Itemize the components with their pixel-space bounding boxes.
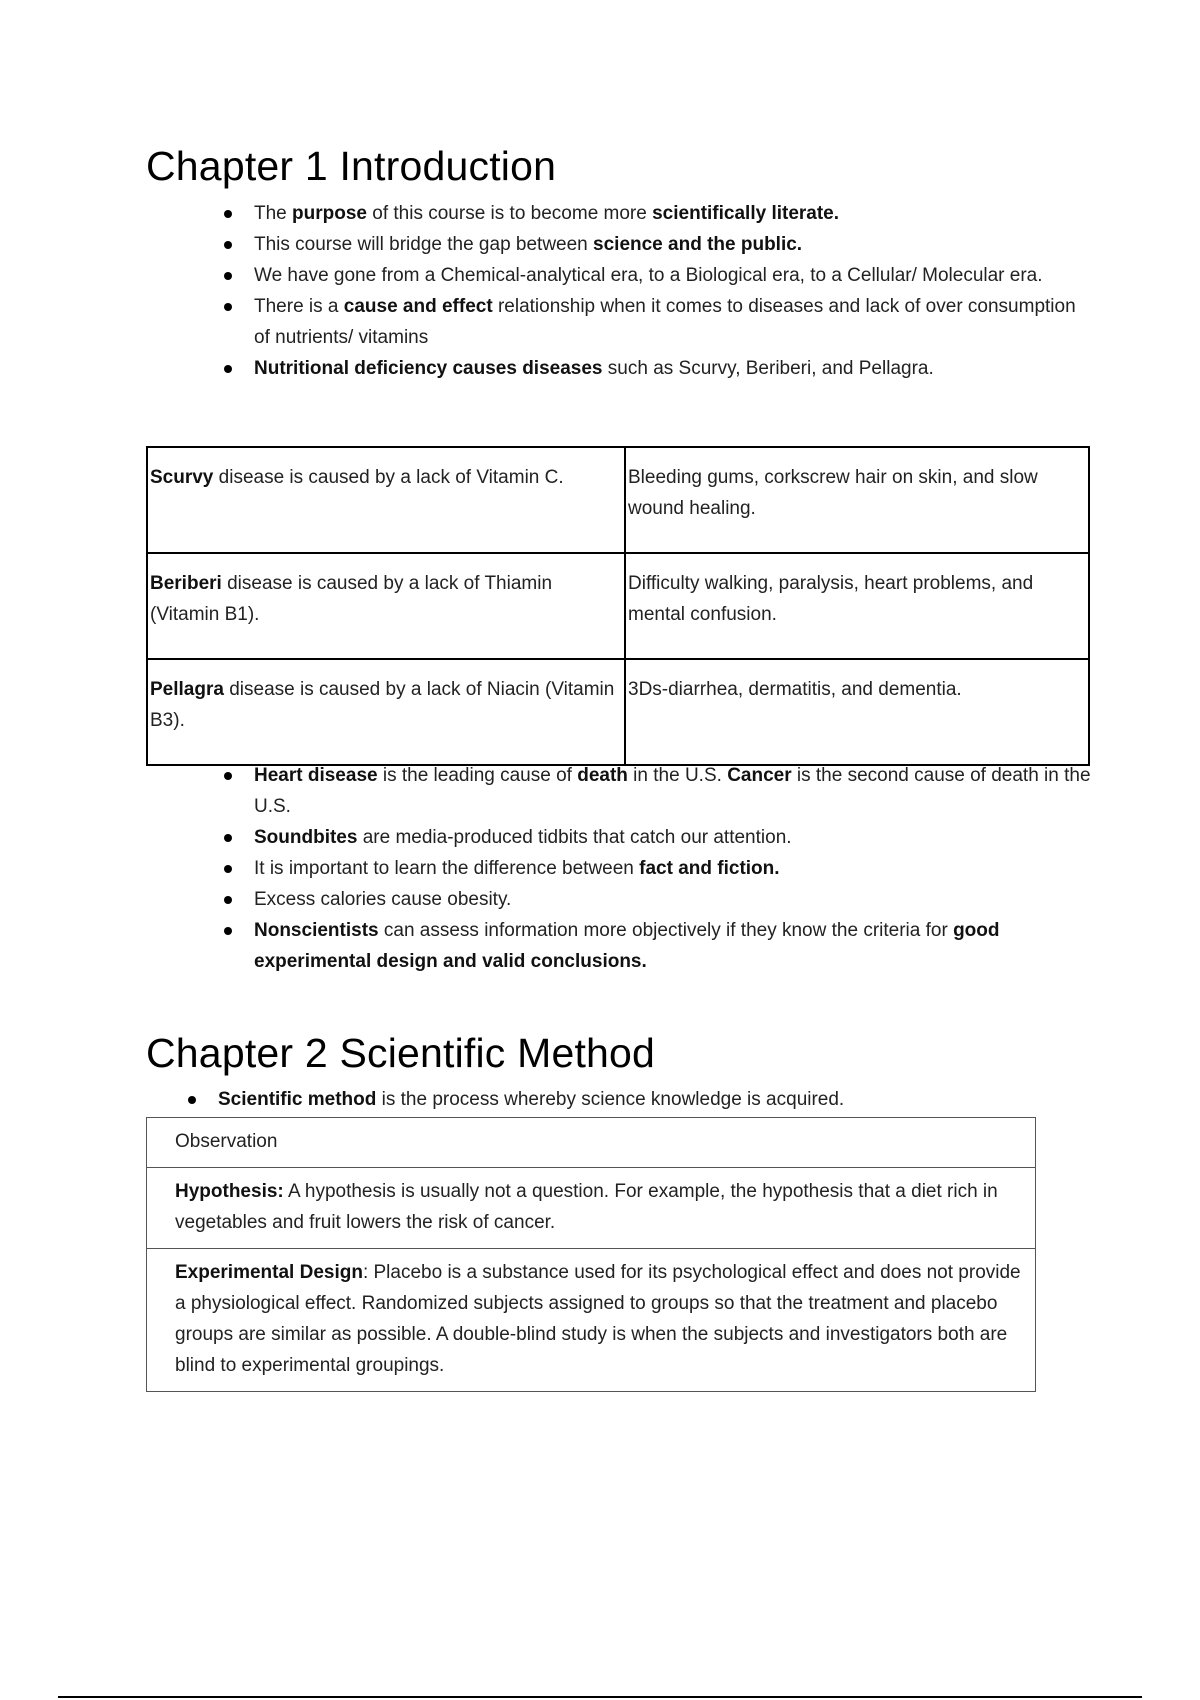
table-row bbox=[147, 1168, 1036, 1249]
text-run: This course will bridge the gap between bbox=[254, 234, 594, 255]
text-run: Bleeding gums, corkscrew hair on skin, and slow wound healing. bbox=[628, 467, 1038, 519]
text-run: Difficulty walking, paralysis, heart problems, and mental confusion. bbox=[628, 573, 1034, 625]
bullet-item bbox=[254, 260, 1094, 291]
text-run: Excess calories cause obesity. bbox=[254, 889, 512, 910]
bold-text: Hypothesis: bbox=[175, 1181, 284, 1202]
chapter-1-heading: Chapter 1 Introduction bbox=[146, 143, 557, 189]
text-run: It is important to learn the difference between bbox=[254, 858, 640, 879]
bullet-item bbox=[254, 291, 1094, 353]
text-run: disease is caused by a lack of Niacin (Vitamin B3). bbox=[150, 679, 615, 731]
table-row bbox=[147, 553, 1089, 659]
table-row bbox=[147, 447, 1089, 553]
bold-text: Cancer bbox=[727, 765, 792, 786]
table-row bbox=[147, 1249, 1036, 1392]
text-run: A hypothesis is usually not a question. For example, the hypothesis that a diet rich in vegetables and fruit lowers the risk of cancer. bbox=[175, 1181, 998, 1233]
table-cell-symptoms bbox=[625, 447, 1089, 553]
bold-text: cause and effect bbox=[343, 296, 493, 317]
bold-text: Nutritional deficiency causes diseases bbox=[254, 358, 603, 379]
text-run: The bbox=[254, 203, 293, 224]
bold-text: Heart disease bbox=[254, 765, 378, 786]
table-cell-disease bbox=[147, 553, 625, 659]
text-run: in the U.S. bbox=[627, 765, 728, 786]
bold-text: good experimental design and valid conclusions. bbox=[254, 920, 1000, 972]
bullet-item bbox=[254, 822, 1094, 853]
bold-text: Soundbites bbox=[254, 827, 358, 848]
bold-text: Pellagra bbox=[150, 679, 224, 700]
text-run: disease is caused by a lack of Vitamin C. bbox=[213, 467, 564, 488]
bullet-item bbox=[254, 229, 1094, 260]
text-run: Observation bbox=[175, 1131, 278, 1152]
table-row bbox=[147, 659, 1089, 765]
text-run: of this course is to become more bbox=[366, 203, 653, 224]
text-run: are media-produced tidbits that catch our attention. bbox=[357, 827, 792, 848]
bold-text: Scurvy bbox=[150, 467, 214, 488]
bullet-item bbox=[254, 884, 1094, 915]
text-run: disease is caused by a lack of Thiamin (Vitamin B1). bbox=[150, 573, 553, 625]
text-run: relationship when it comes to diseases and lack of over consumption of nutrients/ vitamins bbox=[254, 296, 1076, 348]
bullet-item bbox=[254, 853, 1094, 884]
text-run: 3Ds-diarrhea, dermatitis, and dementia. bbox=[628, 679, 962, 700]
bullet-item bbox=[254, 915, 1094, 977]
table-cell-observation bbox=[147, 1118, 1036, 1168]
text-run: We have gone from a Chemical-analytical era, to a Biological era, to a Cellular/ Molecular era. bbox=[254, 265, 1043, 286]
chapter-1-bullet-list bbox=[254, 198, 1094, 384]
table-cell-hypothesis bbox=[147, 1168, 1036, 1249]
bold-text: science and the public. bbox=[593, 234, 803, 255]
bold-text: Beriberi bbox=[150, 573, 222, 594]
table-cell-experimental-design bbox=[147, 1249, 1036, 1392]
table-cell-disease bbox=[147, 659, 625, 765]
bold-text: purpose bbox=[292, 203, 367, 224]
chapter-1-bullet-list-2 bbox=[254, 760, 1094, 977]
bullet-item bbox=[254, 760, 1094, 822]
table-row bbox=[147, 1118, 1036, 1168]
text-run: : Placebo is a substance used for its psychological effect and does not provide a physiological effect. Randomized subjects assigned to groups so that the treatment and placebo groups are similar as possible. A double-blind study is when the subjects and investigators both are blind to experimental groupings. bbox=[175, 1262, 1021, 1376]
text-run: such as Scurvy, Beriberi, and Pellagra. bbox=[602, 358, 934, 379]
bold-text: fact and fiction. bbox=[639, 858, 780, 879]
bold-text: scientifically literate. bbox=[652, 203, 840, 224]
text-run: There is a bbox=[254, 296, 344, 317]
bullet-item bbox=[218, 1084, 1058, 1115]
bold-text: Scientific method bbox=[218, 1089, 377, 1110]
table-cell-symptoms bbox=[625, 553, 1089, 659]
text-run: is the leading cause of bbox=[377, 765, 578, 786]
scientific-method-table bbox=[146, 1117, 1036, 1392]
bullet-item bbox=[254, 353, 1094, 384]
bold-text: death bbox=[577, 765, 628, 786]
bold-text: Experimental Design bbox=[175, 1262, 363, 1283]
deficiency-disease-table bbox=[146, 446, 1090, 766]
chapter-2-bullet-list bbox=[218, 1084, 1058, 1115]
text-run: is the second cause of death in the U.S. bbox=[254, 765, 1091, 817]
table-cell-symptoms bbox=[625, 659, 1089, 765]
bold-text: Nonscientists bbox=[254, 920, 379, 941]
chapter-2-heading: Chapter 2 Scientific Method bbox=[146, 1030, 656, 1076]
bullet-item bbox=[254, 198, 1094, 229]
table-cell-disease bbox=[147, 447, 625, 553]
text-run: is the process whereby science knowledge is acquired. bbox=[376, 1089, 845, 1110]
text-run: can assess information more objectively if they know the criteria for bbox=[378, 920, 954, 941]
